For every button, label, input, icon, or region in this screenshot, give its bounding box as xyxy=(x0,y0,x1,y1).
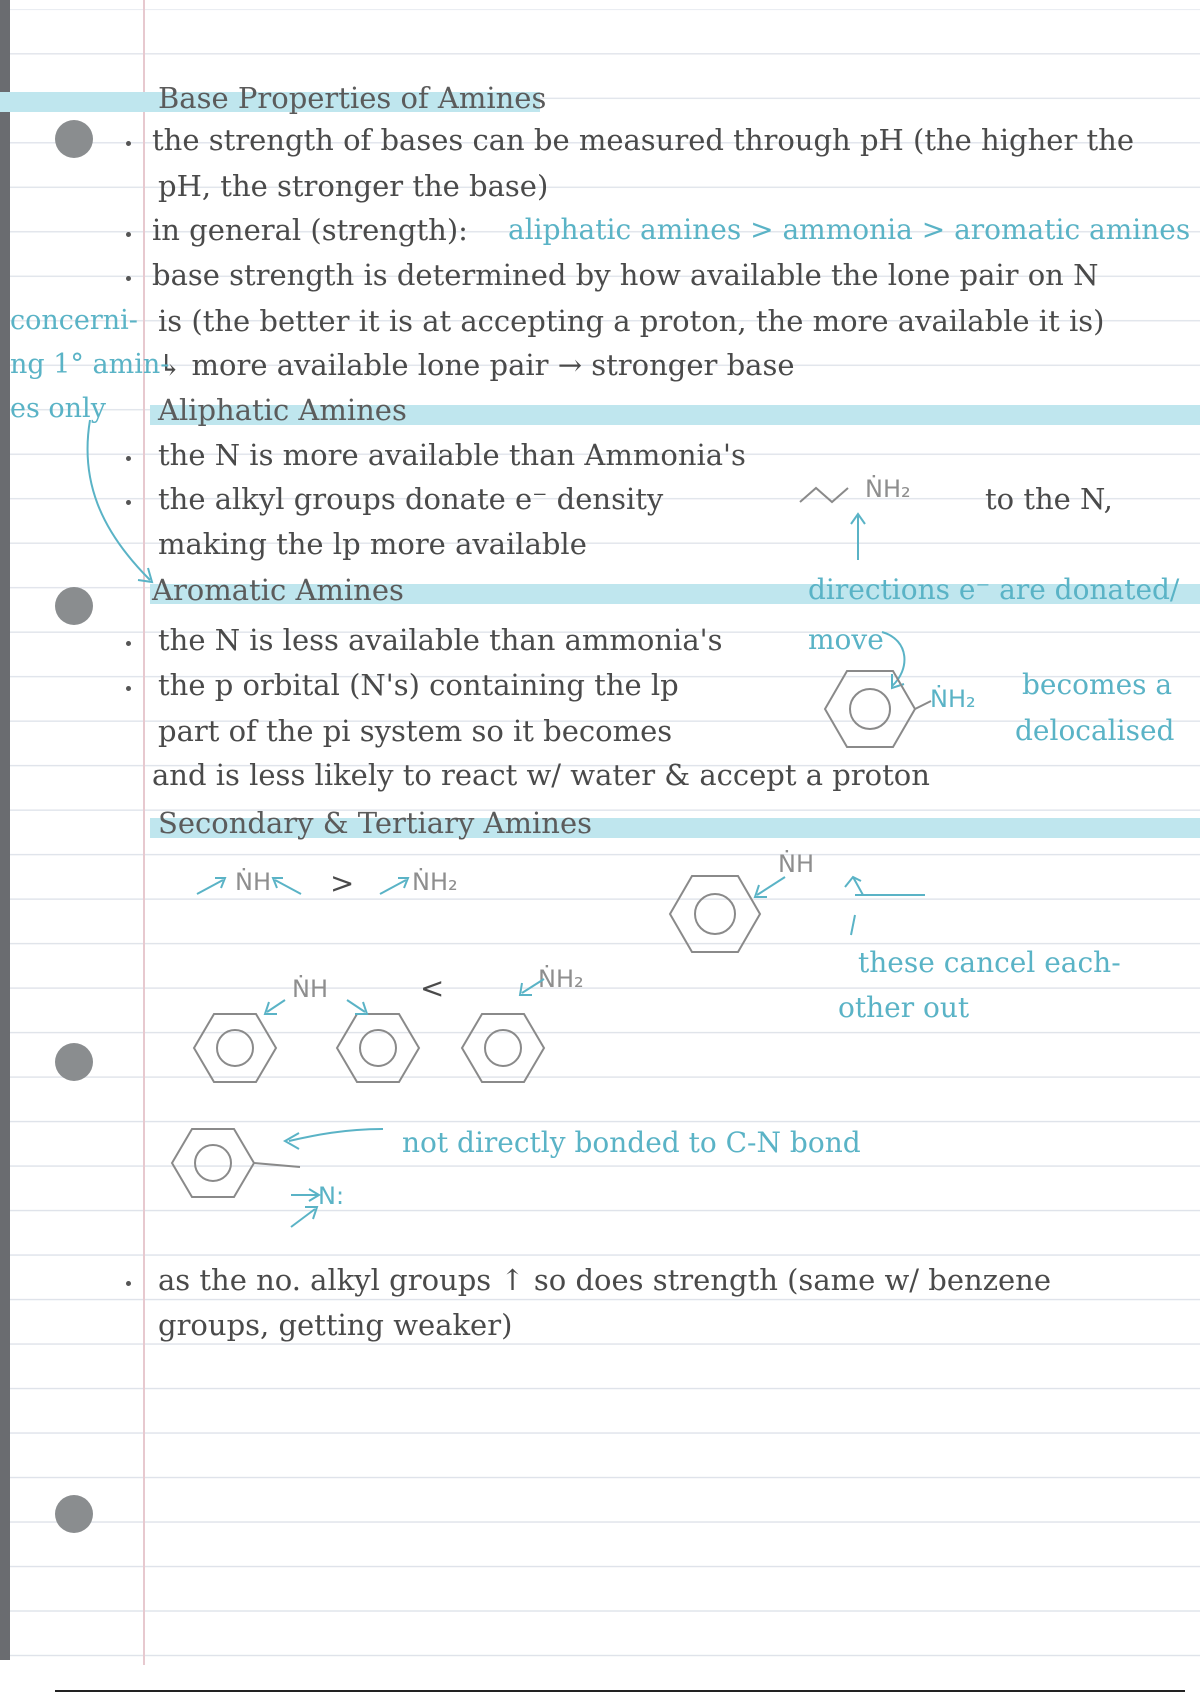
note-line: the p orbital (N's) containing the lp xyxy=(158,668,679,702)
primary-amine-label: ṄH₂ xyxy=(412,868,458,896)
comparison-sign: < xyxy=(420,971,445,1005)
annotation: directions e⁻ are donated/ xyxy=(808,573,1180,606)
note-line: ↳ more available lone pair → stronger base xyxy=(158,348,795,382)
amine-group-label: ṄH₂ xyxy=(865,475,911,503)
secondary-amine-label: ṄH xyxy=(292,975,328,1003)
page-edge xyxy=(0,0,10,1660)
side-note-line: es only xyxy=(10,393,106,424)
note-line: to the N, xyxy=(985,482,1113,516)
strength-order: aliphatic amines > ammonia > aromatic amines xyxy=(508,213,1191,246)
secondary-amine-label: ṄH xyxy=(778,850,814,878)
benzene-ring-structure xyxy=(192,1010,292,1090)
section-heading: Secondary & Tertiary Amines xyxy=(158,806,592,840)
punch-hole xyxy=(55,120,93,158)
comparison-sign: > xyxy=(330,866,355,900)
section-heading: Aromatic Amines xyxy=(152,573,404,607)
annotation: these cancel each- xyxy=(858,946,1121,979)
note-line: the N is more available than Ammonia's xyxy=(158,438,746,472)
side-note-line: ng 1° amin- xyxy=(10,349,170,380)
side-note-line: concerni- xyxy=(10,305,138,336)
bullet xyxy=(126,141,131,146)
punch-hole xyxy=(55,1043,93,1081)
up-arrow xyxy=(848,512,868,562)
page-title: Base Properties of Amines xyxy=(158,81,547,115)
bullet xyxy=(126,232,131,237)
annotation: other out xyxy=(838,991,970,1024)
margin-line xyxy=(143,0,145,1665)
bottom-rule xyxy=(55,1690,1185,1692)
alkyl-chain-structure xyxy=(800,480,870,510)
secondary-amine-label: ṄH xyxy=(235,868,271,896)
annotation: move xyxy=(808,623,884,656)
note-line: the alkyl groups donate e⁻ density xyxy=(158,482,664,516)
primary-amine-label: ṄH₂ xyxy=(538,965,584,993)
note-line: the strength of bases can be measured through pH (the higher the xyxy=(152,123,1134,157)
aromatic-amine-label: ṄH₂ xyxy=(930,685,976,713)
bullet xyxy=(126,500,131,505)
bullet xyxy=(126,641,131,646)
annotation: delocalised xyxy=(1015,714,1175,747)
note-line: making the lp more available xyxy=(158,527,587,561)
note-line: part of the pi system so it becomes xyxy=(158,714,673,748)
cancel-arrows xyxy=(755,855,935,925)
benzene-ring-structure xyxy=(335,1010,435,1090)
note-line: and is less likely to react w/ water & accept a proton xyxy=(152,758,930,792)
annotation: not directly bonded to C-N bond xyxy=(402,1126,861,1159)
note-line: groups, getting weaker) xyxy=(158,1308,513,1342)
benzene-ring-structure xyxy=(460,1010,560,1090)
annotation: becomes a xyxy=(1022,668,1173,701)
note-line: the N is less available than ammonia's xyxy=(158,623,723,657)
benzene-ring-structure xyxy=(823,665,933,755)
bullet xyxy=(126,686,131,691)
note-line: as the no. alkyl groups ↑ so does strength (same w/ benzene xyxy=(158,1263,1051,1297)
bullet xyxy=(126,1281,131,1286)
bullet xyxy=(126,456,131,461)
donation-arrows xyxy=(195,872,305,902)
note-line: base strength is determined by how available the lone pair on N xyxy=(152,258,1099,292)
section-heading: Aliphatic Amines xyxy=(158,393,407,427)
tertiary-amine-label: N: xyxy=(318,1182,345,1210)
donation-arrow xyxy=(518,975,548,1000)
note-line: pH, the stronger the base) xyxy=(158,169,549,203)
note-line: in general (strength): xyxy=(152,213,468,247)
note-line: is (the better it is at accepting a proton, the more available it is) xyxy=(158,304,1105,338)
punch-hole xyxy=(55,1495,93,1533)
bullet xyxy=(126,276,131,281)
donation-arrows xyxy=(265,990,375,1020)
